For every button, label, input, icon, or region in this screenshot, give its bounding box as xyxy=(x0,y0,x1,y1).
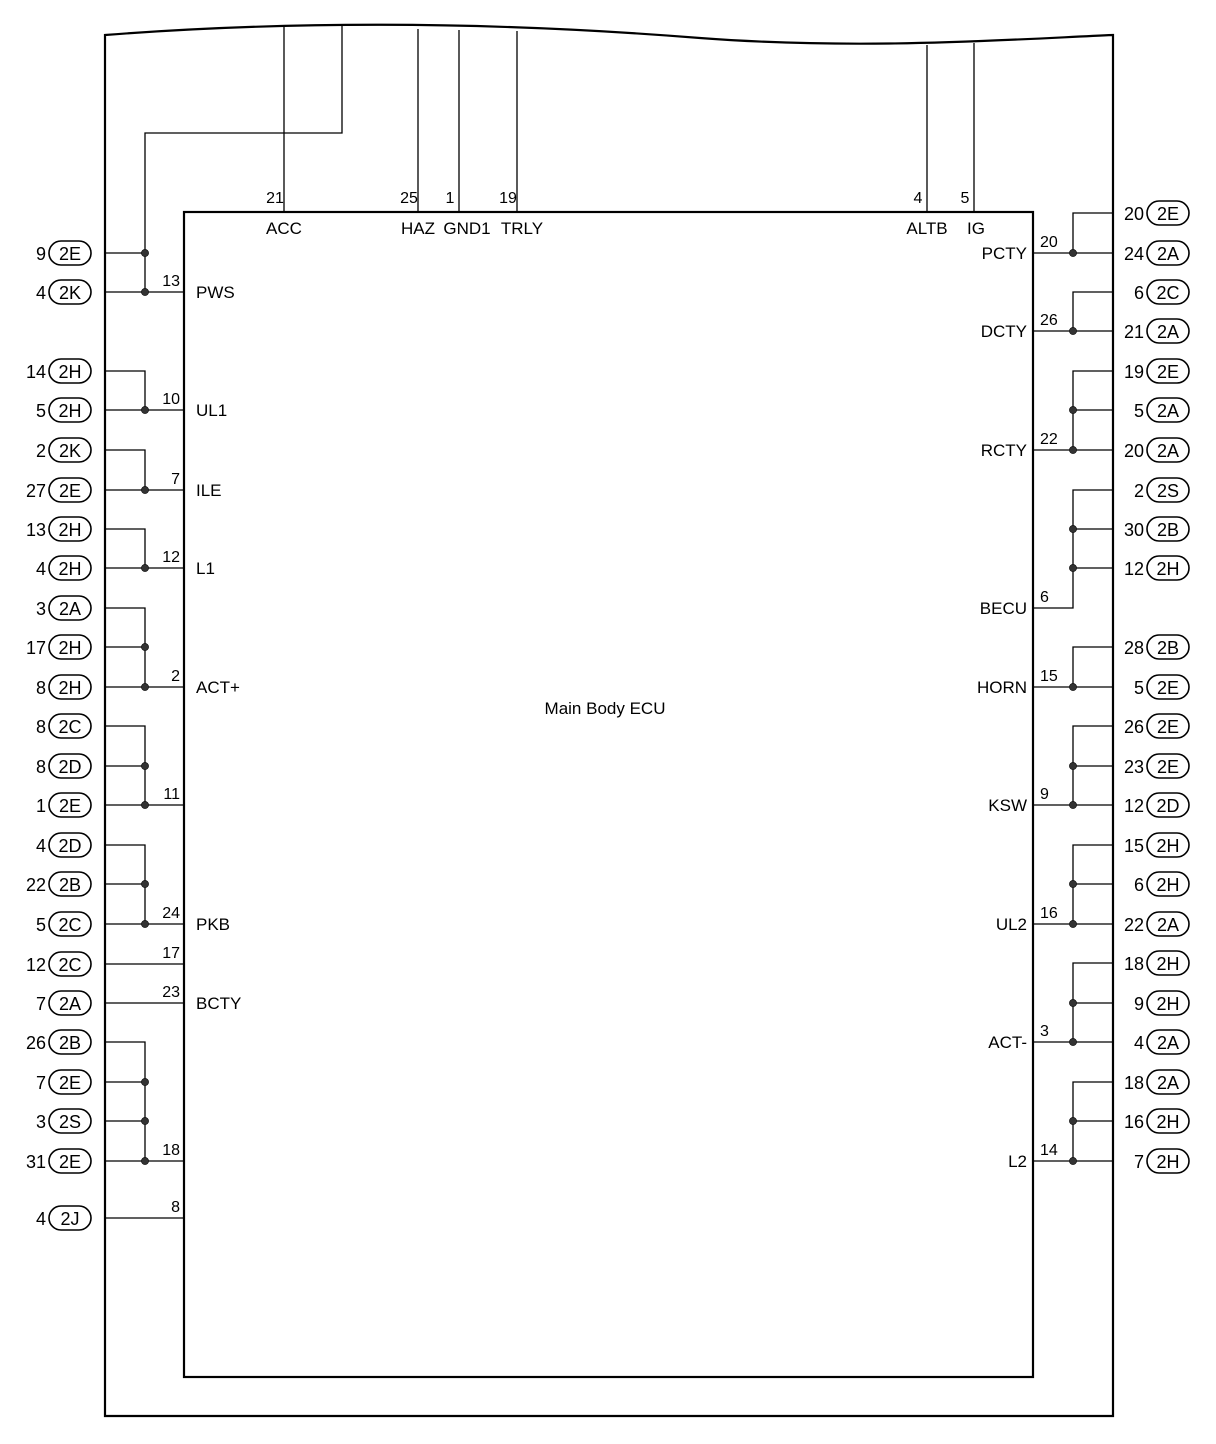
connector-id: 2H xyxy=(1156,559,1180,579)
connector-id: 2H xyxy=(58,362,82,382)
terminal-number: 14 xyxy=(25,362,46,382)
terminal-number: 8 xyxy=(35,717,46,737)
pin-name: UL2 xyxy=(995,915,1027,934)
connector-id: 2E xyxy=(58,1152,82,1172)
junction-dot xyxy=(1069,1038,1076,1045)
connector-id: 2S xyxy=(58,1112,82,1132)
terminal-number: 3 xyxy=(35,599,46,619)
pin-name: IG xyxy=(967,219,985,238)
terminal-number: 30 xyxy=(1123,520,1144,540)
connector-id: 2E xyxy=(58,1073,82,1093)
connector-id: 2E xyxy=(1156,204,1180,224)
terminal-number: 27 xyxy=(25,481,46,501)
terminal-number: 24 xyxy=(1123,244,1144,264)
connector-terminal xyxy=(26,359,91,383)
connector-id: 2A xyxy=(1156,401,1180,421)
terminal-number: 8 xyxy=(35,757,46,777)
connector-id: 2H xyxy=(58,401,82,421)
terminal-number: 5 xyxy=(35,915,46,935)
connector-id: 2B xyxy=(1156,638,1180,658)
connector-terminal xyxy=(1134,872,1189,896)
left-connectors xyxy=(26,241,91,1230)
connector-terminal xyxy=(36,754,91,778)
connector-terminal xyxy=(1134,991,1189,1015)
pin-number: 20 xyxy=(1040,234,1058,251)
pin-number: 5 xyxy=(960,190,970,207)
pin-number: 14 xyxy=(1040,1142,1058,1159)
connector-id: 2D xyxy=(1156,796,1180,816)
terminal-number: 12 xyxy=(25,955,46,975)
connector-id: 2E xyxy=(1156,678,1180,698)
terminal-number: 19 xyxy=(1123,362,1144,382)
terminal-number: 28 xyxy=(1123,638,1144,658)
connector-terminal xyxy=(1124,754,1189,778)
terminal-number: 31 xyxy=(25,1152,46,1172)
outer-frame xyxy=(105,25,1113,1416)
connector-terminal xyxy=(1124,319,1189,343)
terminal-number: 5 xyxy=(35,401,46,421)
terminal-number: 3 xyxy=(35,1112,46,1132)
terminal-number: 16 xyxy=(1123,1112,1144,1132)
connector-id: 2H xyxy=(1156,1152,1180,1172)
terminal-number: 4 xyxy=(35,283,46,303)
connector-id: 2H xyxy=(58,678,82,698)
terminal-number: 13 xyxy=(25,520,46,540)
pin-number: 17 xyxy=(162,945,180,962)
junction-dot xyxy=(141,1117,148,1124)
connector-terminal xyxy=(1134,478,1189,502)
connector-id: 2A xyxy=(1156,322,1180,342)
pin-name: PCTY xyxy=(981,244,1027,263)
junction-dot xyxy=(141,880,148,887)
connector-id: 2S xyxy=(1156,481,1180,501)
terminal-number: 9 xyxy=(1133,994,1144,1014)
pin-number: 18 xyxy=(162,1142,180,1159)
junction-dot xyxy=(141,288,148,295)
connector-terminal xyxy=(1124,241,1189,265)
terminal-number: 22 xyxy=(25,875,46,895)
terminal-number: 26 xyxy=(25,1033,46,1053)
pin-name: BECU xyxy=(979,599,1027,618)
terminal-number: 15 xyxy=(1123,836,1144,856)
connector-id: 2A xyxy=(1156,441,1180,461)
junction-dot xyxy=(1069,920,1076,927)
pin-number: 19 xyxy=(499,190,517,207)
pin-number: 12 xyxy=(162,549,180,566)
terminal-number: 6 xyxy=(1133,283,1144,303)
pin-number: 11 xyxy=(163,786,180,803)
connector-terminal xyxy=(1124,951,1189,975)
connector-id: 2K xyxy=(58,283,82,303)
connector-terminal xyxy=(36,675,91,699)
connector-id: 2B xyxy=(1156,520,1180,540)
connector-id: 2H xyxy=(1156,836,1180,856)
connector-id: 2B xyxy=(58,875,82,895)
connector-terminal xyxy=(1124,912,1189,936)
terminal-number: 5 xyxy=(1133,401,1144,421)
junction-dot xyxy=(141,249,148,256)
pin-name: ALTB xyxy=(906,219,948,238)
terminal-number: 4 xyxy=(35,559,46,579)
connector-id: 2H xyxy=(58,638,82,658)
pin-number: 15 xyxy=(1040,668,1058,685)
connector-id: 2A xyxy=(1156,244,1180,264)
junction-dot xyxy=(141,801,148,808)
connector-terminal xyxy=(1124,556,1189,580)
connector-id: 2A xyxy=(1156,1033,1180,1053)
pin-name: ILE xyxy=(196,481,222,500)
connector-id: 2H xyxy=(1156,954,1180,974)
junction-dot xyxy=(1069,683,1076,690)
junction-dot xyxy=(141,406,148,413)
pin-name: BCTY xyxy=(196,994,242,1013)
connector-id: 2E xyxy=(58,481,82,501)
terminal-number: 2 xyxy=(35,441,46,461)
pin-number: 10 xyxy=(162,391,180,408)
junction-dot xyxy=(141,762,148,769)
terminal-number: 4 xyxy=(35,836,46,856)
pin-number: 6 xyxy=(1040,589,1049,606)
pin-name: HAZ xyxy=(401,219,435,238)
terminal-number: 12 xyxy=(1123,796,1144,816)
ecu-box xyxy=(184,212,1033,1377)
connector-terminal xyxy=(36,833,91,857)
connector-id: 2K xyxy=(58,441,82,461)
connector-id: 2D xyxy=(58,836,82,856)
connector-terminal xyxy=(36,241,91,265)
connector-terminal xyxy=(36,596,91,620)
pin-number: 9 xyxy=(1040,786,1049,803)
terminal-number: 18 xyxy=(1123,1073,1144,1093)
connector-terminal xyxy=(1134,1149,1189,1173)
pin-number: 4 xyxy=(913,190,923,207)
connector-terminal xyxy=(36,991,91,1015)
pin-name: UL1 xyxy=(196,401,228,420)
junction-dot xyxy=(141,920,148,927)
connector-terminal xyxy=(1124,635,1189,659)
connector-id: 2B xyxy=(58,1033,82,1053)
pin-number: 16 xyxy=(1040,905,1058,922)
terminal-number: 23 xyxy=(1123,757,1144,777)
pin-number: 7 xyxy=(171,471,180,488)
junction-dot xyxy=(1069,525,1076,532)
terminal-number: 7 xyxy=(35,1073,46,1093)
connector-terminal xyxy=(1124,714,1189,738)
connector-terminal xyxy=(36,438,91,462)
terminal-number: 1 xyxy=(35,796,46,816)
connector-terminal xyxy=(1124,438,1189,462)
connector-id: 2E xyxy=(1156,717,1180,737)
junction-dot xyxy=(1069,1157,1076,1164)
connector-terminal xyxy=(1124,1070,1189,1094)
connector-terminal xyxy=(1124,517,1189,541)
connector-id: 2A xyxy=(1156,1073,1180,1093)
terminal-number: 5 xyxy=(1133,678,1144,698)
terminal-number: 4 xyxy=(35,1209,46,1229)
connector-id: 2D xyxy=(58,757,82,777)
connector-terminal xyxy=(1134,1030,1189,1054)
pin-name: ACT+ xyxy=(196,678,240,697)
connector-id: 2H xyxy=(1156,875,1180,895)
junction-dot xyxy=(1069,406,1076,413)
junction-dot xyxy=(1069,446,1076,453)
pin-name: HORN xyxy=(976,678,1027,697)
pin-number: 2 xyxy=(171,668,180,685)
junction-dot xyxy=(1069,564,1076,571)
junction-dot xyxy=(1069,249,1076,256)
connector-id: 2E xyxy=(1156,362,1180,382)
right-pins xyxy=(977,234,1113,1171)
connector-id: 2E xyxy=(1156,757,1180,777)
pin-number: 23 xyxy=(162,984,180,1001)
connector-id: 2C xyxy=(58,717,82,737)
terminal-number: 2 xyxy=(1133,481,1144,501)
connector-terminal xyxy=(26,478,91,502)
connector-id: 2C xyxy=(58,915,82,935)
terminal-number: 20 xyxy=(1123,441,1144,461)
terminal-number: 7 xyxy=(35,994,46,1014)
connector-id: 2J xyxy=(60,1209,80,1229)
pin-name: RCTY xyxy=(980,441,1027,460)
pin-number: 3 xyxy=(1040,1023,1049,1040)
connector-id: 2H xyxy=(1156,994,1180,1014)
junction-dot xyxy=(1069,880,1076,887)
connector-terminal xyxy=(36,912,91,936)
terminal-number: 6 xyxy=(1133,875,1144,895)
left-pins xyxy=(105,273,241,1218)
pin-number: 24 xyxy=(162,905,180,922)
connector-terminal xyxy=(26,1149,91,1173)
connector-id: 2H xyxy=(58,520,82,540)
connector-id: 2A xyxy=(1156,915,1180,935)
pin-name: DCTY xyxy=(980,322,1027,341)
terminal-number: 18 xyxy=(1123,954,1144,974)
terminal-number: 21 xyxy=(1123,322,1144,342)
junction-dot xyxy=(1069,762,1076,769)
connector-id: 2E xyxy=(58,244,82,264)
junction-dot xyxy=(141,1157,148,1164)
connector-id: 2A xyxy=(58,599,82,619)
junction-dot xyxy=(141,1078,148,1085)
connector-terminal xyxy=(1124,833,1189,857)
connector-id: 2C xyxy=(58,955,82,975)
junction-dot xyxy=(141,564,148,571)
connector-terminal xyxy=(26,517,91,541)
connector-terminal xyxy=(1124,201,1189,225)
terminal-number: 4 xyxy=(1133,1033,1144,1053)
pin-name: GND1 xyxy=(443,219,491,238)
pin-name: TRLY xyxy=(500,219,544,238)
junction-dot xyxy=(141,683,148,690)
pin-number: 21 xyxy=(266,190,284,207)
connector-terminal xyxy=(26,635,91,659)
terminal-number: 20 xyxy=(1123,204,1144,224)
junction-dot xyxy=(141,643,148,650)
connector-id: 2H xyxy=(58,559,82,579)
connector-id: 2H xyxy=(1156,1112,1180,1132)
pin-name: L1 xyxy=(196,559,215,578)
terminal-number: 9 xyxy=(35,244,46,264)
pin-name: ACC xyxy=(266,219,302,238)
terminal-number: 26 xyxy=(1123,717,1144,737)
connector-id: 2C xyxy=(1156,283,1180,303)
connector-id: 2E xyxy=(58,796,82,816)
pin-number: 26 xyxy=(1040,312,1058,329)
pin-name: PKB xyxy=(196,915,231,934)
right-connectors xyxy=(1124,201,1189,1173)
connector-terminal xyxy=(1134,280,1189,304)
connector-terminal xyxy=(36,1109,91,1133)
connector-terminal xyxy=(36,1206,91,1230)
connector-terminal xyxy=(1124,359,1189,383)
pin-name: L2 xyxy=(1008,1152,1027,1171)
connector-terminal xyxy=(36,714,91,738)
pin-number: 22 xyxy=(1040,431,1058,448)
connector-id: 2A xyxy=(58,994,82,1014)
connector-terminal xyxy=(36,280,91,304)
connector-terminal xyxy=(26,1030,91,1054)
top-pins xyxy=(266,190,985,238)
ecu-label: Main Body ECU xyxy=(544,699,666,718)
pin-number: 13 xyxy=(162,273,180,290)
connector-terminal xyxy=(1124,793,1189,817)
pin-number: 1 xyxy=(445,190,455,207)
connector-terminal xyxy=(36,1070,91,1094)
pin-number: 25 xyxy=(400,190,418,207)
connector-terminal xyxy=(26,952,91,976)
connector-terminal xyxy=(26,872,91,896)
connector-terminal xyxy=(1124,1109,1189,1133)
pin-name: PWS xyxy=(196,283,235,302)
junction-dot xyxy=(1069,801,1076,808)
pin-name: ACT- xyxy=(988,1033,1027,1052)
junction-dot xyxy=(1069,1117,1076,1124)
terminal-number: 8 xyxy=(35,678,46,698)
connector-terminal xyxy=(1134,675,1189,699)
terminal-number: 12 xyxy=(1123,559,1144,579)
terminal-number: 7 xyxy=(1133,1152,1144,1172)
junction-dot xyxy=(141,486,148,493)
connector-terminal xyxy=(36,398,91,422)
connector-terminal xyxy=(1134,398,1189,422)
terminal-number: 22 xyxy=(1123,915,1144,935)
pin-name: KSW xyxy=(988,796,1027,815)
terminal-number: 17 xyxy=(25,638,46,658)
connector-terminal xyxy=(36,556,91,580)
pin-number: 8 xyxy=(171,1199,180,1216)
junction-dot xyxy=(1069,327,1076,334)
junction-dot xyxy=(1069,999,1076,1006)
connector-terminal xyxy=(36,793,91,817)
